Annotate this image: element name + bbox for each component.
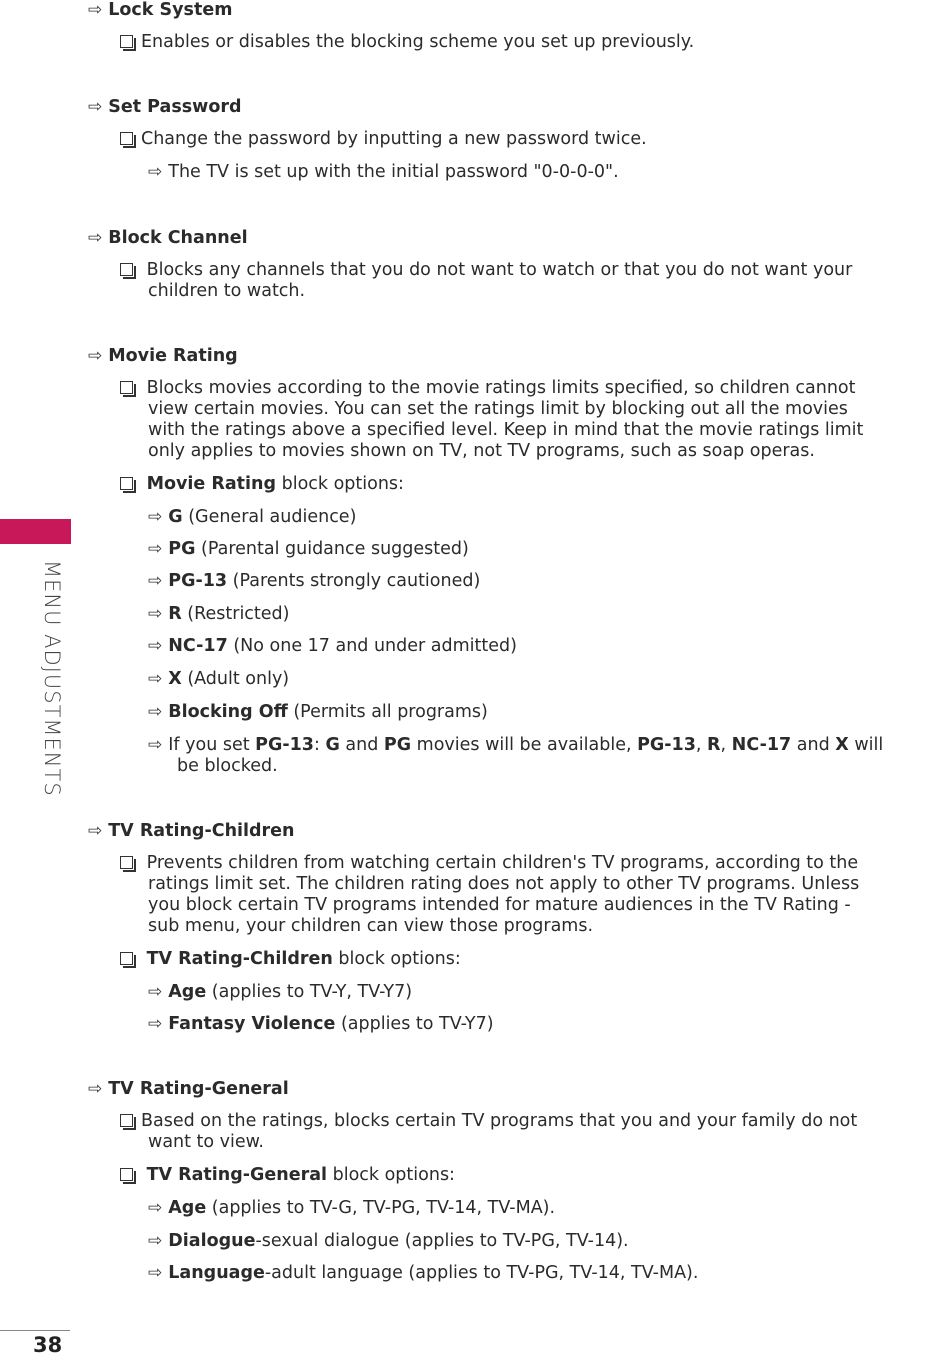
checkbox-bullet-icon — [120, 1114, 133, 1127]
tv-rating-children-heading: ⇨ TV Rating-Children — [88, 821, 295, 841]
lock-system-heading: ⇨ Lock System — [88, 0, 233, 20]
tv-rating-general-options-label: TV Rating-General block options: — [120, 1165, 455, 1186]
arrow-icon: ⇨ — [88, 0, 103, 20]
tv-rating-children-option: ⇨ Fantasy Violence (applies to TV-Y7) — [148, 1014, 494, 1034]
tv-rating-children-options-label: TV Rating-Children block options: — [120, 949, 461, 970]
arrow-icon: ⇨ — [148, 702, 163, 722]
arrow-icon: ⇨ — [148, 1198, 163, 1218]
arrow-icon: ⇨ — [148, 1014, 163, 1034]
arrow-icon: ⇨ — [148, 982, 163, 1002]
section-color-tab — [0, 519, 71, 544]
arrow-icon: ⇨ — [88, 97, 103, 117]
movie-rating-option: ⇨ R (Restricted) — [148, 604, 290, 624]
tv-rating-children-option: ⇨ Age (applies to TV-Y, TV-Y7) — [148, 982, 413, 1002]
movie-rating-options-label: Movie Rating block options: — [120, 474, 404, 495]
block-channel-heading: ⇨ Block Channel — [88, 228, 248, 248]
set-password-note: ⇨ The TV is set up with the initial password "0-0-0-0". — [148, 162, 619, 182]
movie-rating-desc-cont: only applies to movies shown on TV, not TV programs, such as soap operas. — [148, 441, 815, 461]
tv-rating-children-desc-cont: you block certain TV programs intended for mature audiences in the TV Rating - — [148, 895, 851, 915]
page-number: 38 — [33, 1333, 63, 1357]
tv-rating-general-option: ⇨ Age (applies to TV-G, TV-PG, TV-14, TV-MA). — [148, 1198, 556, 1218]
arrow-icon: ⇨ — [148, 571, 163, 591]
movie-rating-option: ⇨ Blocking Off (Permits all programs) — [148, 702, 488, 722]
movie-rating-option: ⇨ X (Adult only) — [148, 669, 290, 689]
movie-rating-desc-cont: view certain movies. You can set the ratings limit by blocking out all the movies — [148, 399, 848, 419]
tv-rating-general-desc-cont: want to view. — [148, 1132, 264, 1152]
arrow-icon: ⇨ — [148, 1231, 163, 1251]
checkbox-bullet-icon — [120, 477, 133, 490]
arrow-icon: ⇨ — [148, 604, 163, 624]
movie-rating-example: ⇨ If you set PG-13: G and PG movies will be available, PG-13, R, NC-17 and X will — [148, 735, 884, 755]
set-password-desc: Change the password by inputting a new password twice. — [120, 129, 647, 150]
arrow-icon: ⇨ — [88, 1079, 103, 1099]
tv-rating-general-desc: Based on the ratings, blocks certain TV programs that you and your family do not — [120, 1111, 857, 1132]
page-number-rule — [0, 1330, 70, 1331]
tv-rating-general-option: ⇨ Dialogue-sexual dialogue (applies to TV-PG, TV-14). — [148, 1231, 629, 1251]
movie-rating-option: ⇨ PG (Parental guidance suggested) — [148, 539, 469, 559]
movie-rating-example-cont: be blocked. — [177, 756, 278, 776]
checkbox-bullet-icon — [120, 381, 133, 394]
lock-system-desc: Enables or disables the blocking scheme you set up previously. — [120, 32, 694, 53]
arrow-icon: ⇨ — [148, 507, 163, 527]
block-channel-desc: Blocks any channels that you do not want to watch or that you do not want your — [120, 260, 852, 281]
arrow-icon: ⇨ — [148, 735, 163, 755]
set-password-heading: ⇨ Set Password — [88, 97, 242, 117]
arrow-icon: ⇨ — [88, 228, 103, 248]
checkbox-bullet-icon — [120, 35, 133, 48]
checkbox-bullet-icon — [120, 263, 133, 276]
arrow-icon: ⇨ — [148, 162, 163, 182]
movie-rating-heading: ⇨ Movie Rating — [88, 346, 238, 366]
tv-rating-general-heading: ⇨ TV Rating-General — [88, 1079, 289, 1099]
tv-rating-children-desc-cont: ratings limit set. The children rating does not apply to other TV programs. Unless — [148, 874, 860, 894]
arrow-icon: ⇨ — [148, 669, 163, 689]
checkbox-bullet-icon — [120, 952, 133, 965]
movie-rating-desc-cont: with the ratings above a specified level. Keep in mind that the movie ratings limit — [148, 420, 864, 440]
block-channel-desc-cont: children to watch. — [148, 281, 306, 301]
checkbox-bullet-icon — [120, 856, 133, 869]
tv-rating-general-option: ⇨ Language-adult language (applies to TV-PG, TV-14, TV-MA). — [148, 1263, 699, 1283]
section-label: MENU ADJUSTMENTS — [40, 560, 64, 797]
movie-rating-option: ⇨ NC-17 (No one 17 and under admitted) — [148, 636, 517, 656]
arrow-icon: ⇨ — [148, 539, 163, 559]
movie-rating-option: ⇨ G (General audience) — [148, 507, 357, 527]
arrow-icon: ⇨ — [148, 1263, 163, 1283]
arrow-icon: ⇨ — [88, 821, 103, 841]
checkbox-bullet-icon — [120, 132, 133, 145]
arrow-icon: ⇨ — [88, 346, 103, 366]
tv-rating-children-desc-cont: sub menu, your children can view those programs. — [148, 916, 594, 936]
tv-rating-children-desc: Prevents children from watching certain children's TV programs, according to the — [120, 853, 858, 874]
checkbox-bullet-icon — [120, 1168, 133, 1181]
arrow-icon: ⇨ — [148, 636, 163, 656]
movie-rating-option: ⇨ PG-13 (Parents strongly cautioned) — [148, 571, 481, 591]
movie-rating-desc: Blocks movies according to the movie ratings limits specified, so children cannot — [120, 378, 855, 399]
